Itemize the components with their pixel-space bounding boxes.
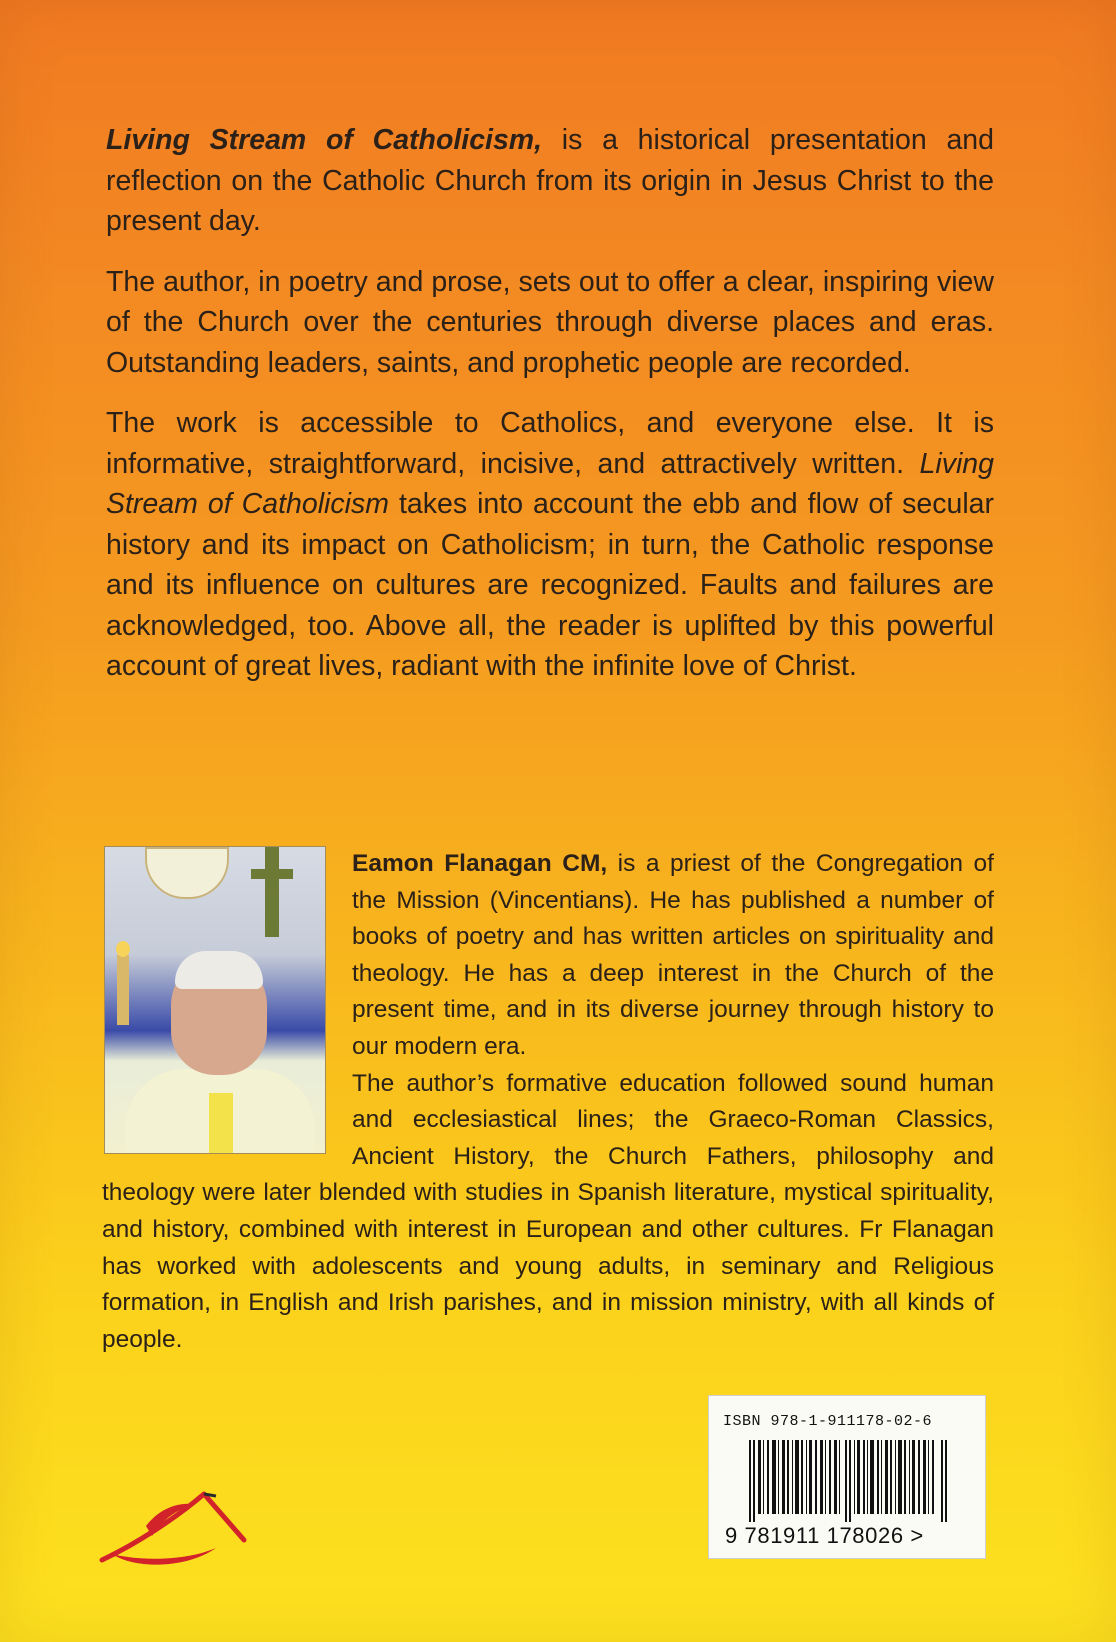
book-description <box>106 120 994 707</box>
description-paragraph-3 <box>106 403 994 687</box>
author-bio-paragraph-2: The author’s formative education followed sound human and ecclesiastical lines; the Graeco-Roman Classics, Ancient History, the Church Fathers, philosophy and theology were later blended with studies in Spanish literature, mystical spirituality, and history, combined with interest in European and other cultures. Fr Flanagan has worked with adolescents and young adults, in seminary and Religious formation, in English and Irish parishes, and in mission ministry, with all kinds of people. <box>102 1069 994 1353</box>
description-paragraph-2: The author, in poetry and prose, sets out to offer a clear, inspiring view of the Church over the centuries through diverse places and eras. Outstanding leaders, saints, and prophetic people are recorded. <box>106 265 994 379</box>
description-text: is a historical presentation and reflection on the Catholic Church from its origin in Jesus Christ to the present day. <box>106 124 994 237</box>
description-text: takes into account the ebb and flow of secular history and its impact on Catholicism; in turn, the Catholic response and its influence on cultures are recognized. Faults and failures are acknowledged, too. Above all, the reader is uplifted by this powerful account of great lives, radiant with the infinite love of Christ. <box>106 488 994 682</box>
author-bio-text: is a priest of the Congregation of the Mission (Vincentians). He has published a number of books of poetry and has written articles on spirituality and theology. He has a deep interest in the Church of the present time, and in its diverse journey through history to our modern era. <box>352 850 994 1060</box>
description-text: The work is accessible to Catholics, and everyone else. It is informative, straightforward, incisive, and attractively written. <box>106 407 994 480</box>
book-title-inline: Living Stream of Catholicism, <box>106 124 543 156</box>
description-paragraph-1 <box>106 120 994 242</box>
pauline-logo-icon <box>96 1474 261 1569</box>
isbn-barcode-box <box>708 1395 986 1559</box>
author-bio <box>102 846 994 1358</box>
barcode-icon <box>749 1440 949 1522</box>
isbn-digits: 9 781911 178026 > <box>725 1523 924 1548</box>
isbn-label: ISBN 978-1-911178-02-6 <box>723 1413 933 1430</box>
book-title-inline: Living Stream of Catholicism <box>106 447 994 520</box>
author-name: Eamon Flanagan CM, <box>352 850 608 877</box>
